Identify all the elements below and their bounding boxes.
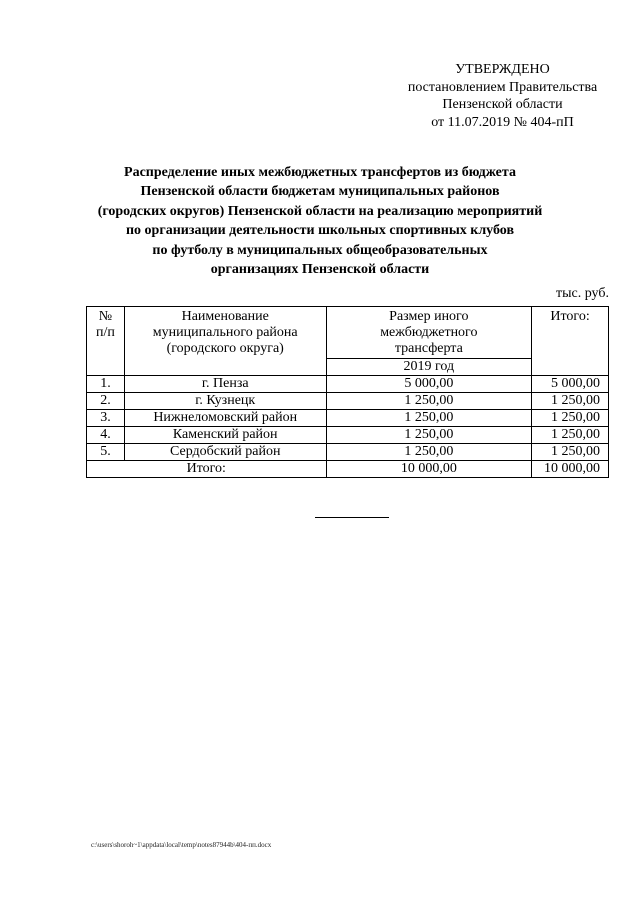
approval-block [390, 61, 615, 131]
row-name: г. Кузнецк [124, 393, 326, 410]
row-name: Сердобский район [124, 444, 326, 461]
units-label: тыс. руб. [556, 286, 609, 301]
header-num: № п/п [87, 307, 125, 376]
title-line: Пензенской области бюджетам муниципальных районов [140, 184, 500, 200]
summary-label: Итого: [87, 461, 327, 478]
row-num: 3. [87, 410, 125, 427]
row-num: 4. [87, 427, 125, 444]
table-row [87, 444, 609, 461]
header-amount: Размер иного межбюджетного трансферта [326, 307, 532, 359]
row-amount: 1 250,00 [326, 410, 532, 427]
table-row [87, 427, 609, 444]
table-row [87, 393, 609, 410]
header-name: Наименование муниципального района (городского округа) [124, 307, 326, 376]
row-amount: 1 250,00 [326, 427, 532, 444]
row-total: 1 250,00 [532, 393, 609, 410]
approval-line-2: Пензенской области [442, 97, 563, 112]
file-path: c:\users\shoroh~1\appdata\local\temp\notes87944b\404-пп.docx [91, 841, 272, 849]
row-total: 1 250,00 [532, 444, 609, 461]
row-total: 1 250,00 [532, 410, 609, 427]
row-total: 1 250,00 [532, 427, 609, 444]
row-total: 5 000,00 [532, 376, 609, 393]
row-amount: 5 000,00 [326, 376, 532, 393]
title-line: Распределение иных межбюджетных трансфертов из бюджета [124, 165, 516, 180]
header-row [87, 307, 609, 359]
row-num: 2. [87, 393, 125, 410]
end-divider [315, 517, 389, 518]
document-title [80, 163, 560, 279]
summary-total: 10 000,00 [532, 461, 609, 478]
row-name: Каменский район [124, 427, 326, 444]
approval-heading: УТВЕРЖДЕНО [455, 62, 550, 77]
row-name: Нижнеломовский район [124, 410, 326, 427]
table-row [87, 376, 609, 393]
row-name: г. Пенза [124, 376, 326, 393]
row-num: 1. [87, 376, 125, 393]
title-line: организациях Пензенской области [210, 262, 430, 278]
row-amount: 1 250,00 [326, 393, 532, 410]
summary-amount: 10 000,00 [326, 461, 532, 478]
row-num: 5. [87, 444, 125, 461]
approval-line-1: постановлением Правительства [407, 79, 598, 95]
header-total: Итого: [532, 307, 609, 376]
row-amount: 1 250,00 [326, 444, 532, 461]
approval-line-3: от 11.07.2019 № 404-пП [431, 114, 574, 130]
title-line: по футболу в муниципальных общеобразовательных [152, 242, 488, 258]
table-row [87, 410, 609, 427]
summary-row [87, 461, 609, 478]
title-line: (городских округов) Пензенской области на реализацию мероприятий [97, 203, 543, 219]
header-year: 2019 год [326, 359, 532, 376]
transfers-table [86, 306, 609, 478]
title-line: по организации деятельности школьных спортивных клубов [125, 223, 515, 239]
